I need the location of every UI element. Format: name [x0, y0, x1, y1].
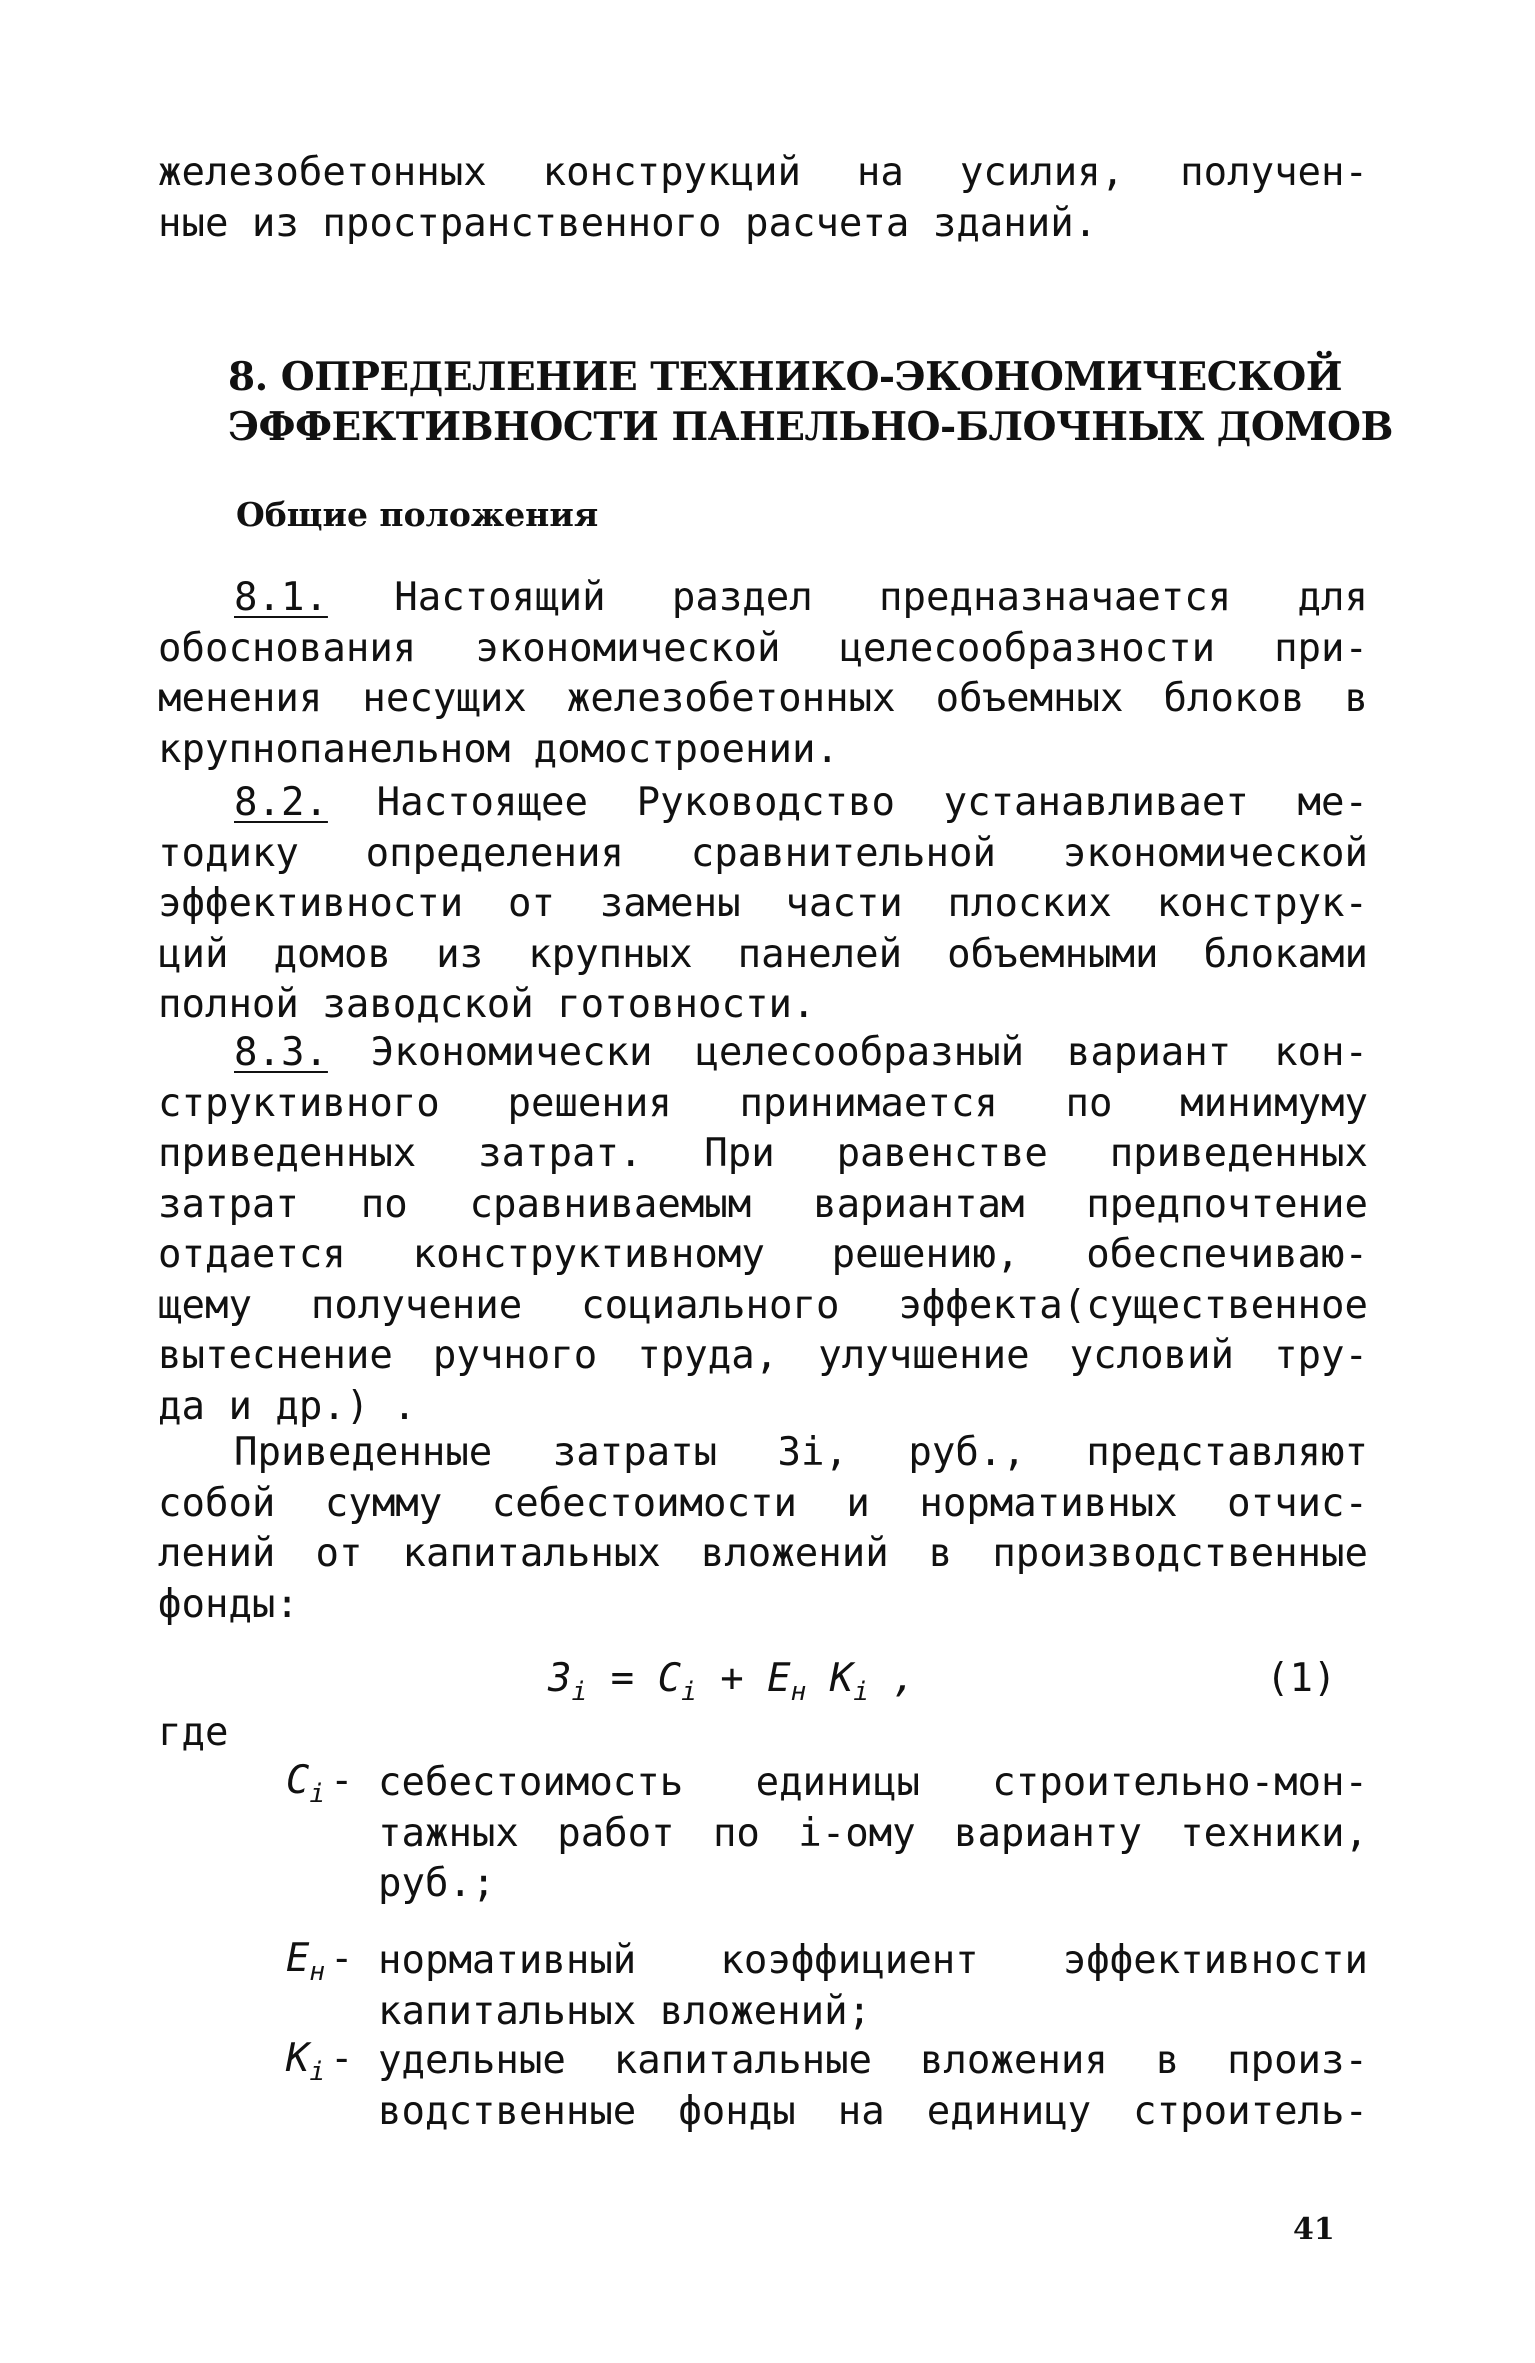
text-line: [158, 778, 1368, 829]
first-line-text: Настоящий раздел предназначается для: [394, 575, 1368, 620]
paragraph-8-2: [158, 778, 1368, 1031]
formula-1: [548, 1656, 916, 1707]
paragraph-8-1: [158, 573, 1368, 775]
definition-symbol: [205, 1758, 325, 1809]
text-line: менения несущих железобетонных объемных блоков в: [158, 676, 1368, 721]
text-line: [158, 573, 1368, 624]
text-line: капитальных вложений;: [378, 1988, 872, 2034]
text-line: структивного решения принимается по минимуму: [158, 1080, 1368, 1126]
text-line: да и др.) .: [158, 1383, 417, 1429]
first-line-text: Настоящее Руководство устанавливает ме-: [376, 780, 1368, 825]
text-line: щему получение социального эффекта(существенное: [158, 1282, 1368, 1328]
formula-symbol: K: [806, 1656, 854, 1701]
heading-line: 8. ОПРЕДЕЛЕНИЕ ТЕХНИКО-ЭКОНОМИЧЕСКОЙ: [228, 354, 1343, 400]
text-line: железобетонных конструкций на усилия, получен-: [158, 150, 1368, 195]
text-line: себестоимость единицы строительно-мон-: [378, 1760, 1368, 1805]
text-line: крупнопанельном домостроении.: [158, 726, 839, 772]
paragraph-8-3: [158, 1028, 1368, 1432]
heading-line: ЭФФЕКТИВНОСТИ ПАНЕЛЬНО-БЛОЧНЫХ ДОМОВ: [228, 404, 1393, 450]
paragraph-number: 8.3.: [234, 1030, 328, 1075]
text-line: полной заводской готовности.: [158, 982, 816, 1027]
text-line: отдается конструктивному решению, обеспечиваю-: [158, 1232, 1368, 1277]
text-line: нормативный коэффициент эффективности: [378, 1938, 1368, 1983]
formula-subscript: i: [681, 1676, 697, 1707]
symbol-subscript: i: [309, 1778, 325, 1809]
text-line: тажных работ по i-ому варианту техники,: [378, 1810, 1368, 1856]
equation-number: (1): [1266, 1656, 1337, 1701]
text-line: вытеснение ручного труда, улучшение условий тру-: [158, 1333, 1368, 1378]
subheading: Общие положения: [236, 495, 599, 534]
symbol-subscript: i: [309, 2056, 325, 2087]
text-line: водственные фонды на единицу строитель-: [378, 2088, 1368, 2134]
text-line: приведенных затрат. При равенстве приведенных: [158, 1131, 1368, 1176]
page-number: 41: [1293, 2212, 1335, 2247]
formula-symbol: З: [548, 1656, 572, 1701]
definition-dash: -: [330, 1936, 354, 1981]
definition-dash: -: [330, 1758, 354, 1803]
text-line: удельные капитальные вложения в произ-: [378, 2038, 1368, 2083]
section-heading: [228, 352, 1393, 452]
definition-dash: -: [330, 2036, 354, 2081]
where-label: где: [158, 1710, 229, 1755]
formula-symbol: = C: [587, 1656, 682, 1701]
formula-symbol: + E: [696, 1656, 791, 1701]
symbol-letter: C: [285, 1758, 310, 1803]
text-line: тодику определения сравнительной экономической: [158, 830, 1368, 876]
definition-text: [378, 2036, 1368, 2137]
definition-text: [378, 1758, 1368, 1910]
formula-symbol: ,: [868, 1656, 916, 1701]
text-line: ные из пространственного расчета зданий.: [158, 200, 1098, 246]
definition-text: [378, 1936, 1368, 2037]
text-line: эффективности от замены части плоских конструк-: [158, 881, 1368, 926]
text-line: обоснования экономической целесообразности при-: [158, 625, 1368, 671]
text-line: фонды:: [158, 1581, 299, 1627]
definition-symbol: [205, 2036, 325, 2087]
text-line: Приведенные затраты Зi, руб., представляют: [234, 1430, 1368, 1475]
formula-subscript: i: [853, 1676, 869, 1707]
symbol-subscript: н: [309, 1956, 325, 1987]
symbol-letter: K: [285, 2036, 310, 2081]
paragraph-reduced-costs: [158, 1428, 1368, 1630]
text-line: ций домов из крупных панелей объемными блоками: [158, 931, 1368, 977]
first-line-text: Экономически целесообразный вариант кон-: [370, 1030, 1368, 1075]
text-line: [158, 1028, 1368, 1079]
text-line: руб.;: [378, 1861, 496, 1906]
paragraph-number: 8.1.: [234, 575, 328, 620]
definition-symbol: [205, 1936, 325, 1987]
text-line: собой сумму себестоимости и нормативных отчис-: [158, 1480, 1368, 1526]
intro-paragraph: [158, 148, 1368, 249]
formula-subscript: i: [571, 1676, 588, 1707]
text-line: затрат по сравниваемым вариантам предпочтение: [158, 1181, 1368, 1227]
symbol-letter: E: [285, 1936, 310, 1981]
formula-subscript: н: [790, 1676, 807, 1707]
paragraph-number: 8.2.: [234, 780, 328, 825]
text-line: лений от капитальных вложений в производственные: [158, 1531, 1368, 1576]
